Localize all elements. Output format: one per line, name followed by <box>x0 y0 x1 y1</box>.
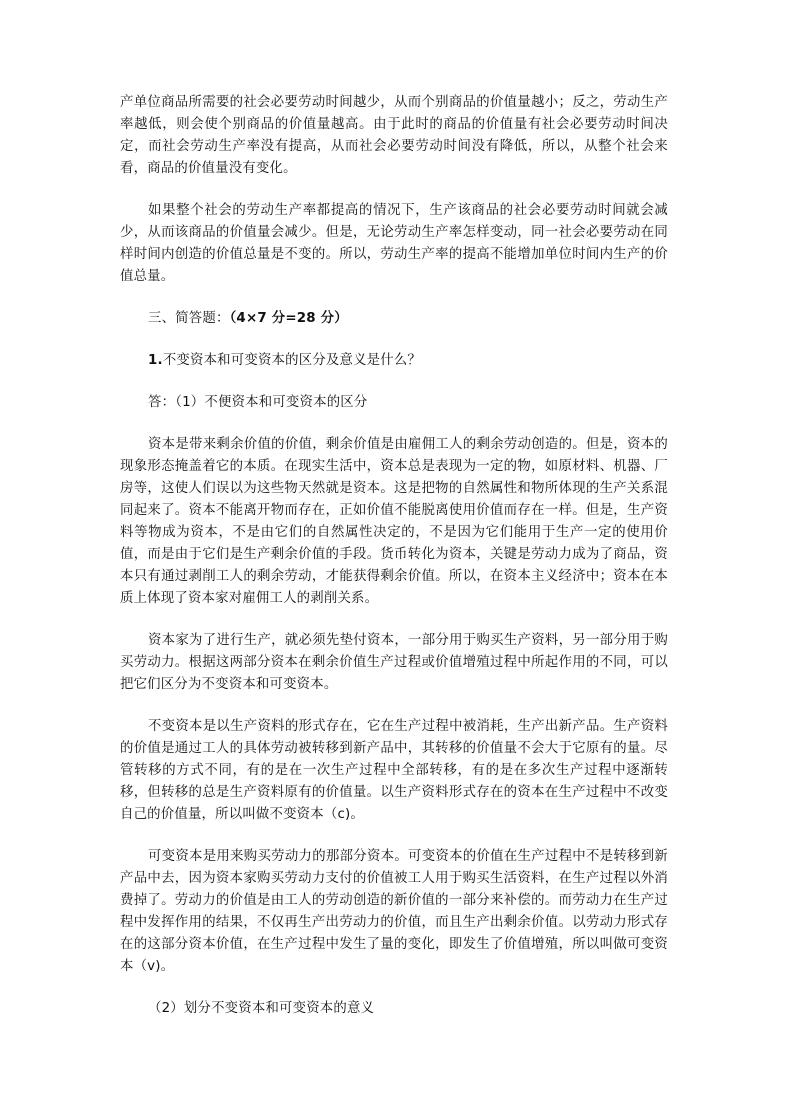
question-1 <box>120 350 668 372</box>
paragraph-productivity: 如果整个社会的劳动生产率都提高的情况下，生产该商品的社会必要劳动时间就会减少，从而该商品的价值量会减少。但是，无论劳动生产率怎样变动，同一社会必要劳动在同样时间内创造的价值总量是不变的。所以，劳动生产率的提高不能增加单位时间内生产的价值总量。 <box>120 203 668 284</box>
answer-paragraph-variable-capital: 可变资本是用来购买劳动力的那部分资本。可变资本的价值在生产过程中不是转移到新产品中去，因为资本家购买劳动力支付的价值被工人用于购买生活资料，在生产过程以外消费掉了。劳动力的价值是由工人的劳动创造的新价值的一部分来补偿的。而劳动力在生产过程中发挥作用的结果，不仅再生产出劳动力的价值，而且生产出剩余价值。以劳动力形式存在的这部分资本价值，在生产过程中发生了量的变化，即发生了价值增殖，所以叫做可变资本（v)。 <box>120 849 668 974</box>
answer-paragraph-constant-capital: 不变资本是以生产资料的形式存在，它在生产过程中被消耗，生产出新产品。生产资料的价值是通过工人的具体劳动被转移到新产品中，其转移的价值量不会大于它原有的量。尽管转移的方式不同，有的是在一次生产过程中全部转移，有的是在多次生产过程中逐渐转移，但转移的总是生产资料原有的价值量。以生产资料形式存在的资本在生产过程中不改变自己的价值量，所以叫做不变资本（c)。 <box>120 719 668 822</box>
question-text: 不变资本和可变资本的区分及意义是什么？ <box>162 353 422 368</box>
paragraph-continuation: 产单位商品所需要的社会必要劳动时间越少，从而个别商品的价值量越小；反之，劳动生产率越低，则会使个别商品的价值量越高。由于此时的商品的价值量有社会必要劳动时间决定，而社会劳动生产率没有提高，从而社会必要劳动时间没有降低，所以，从整个社会来看，商品的价值量没有变化。 <box>120 95 668 176</box>
answer-paragraph-capital-division: 资本家为了进行生产，就必须先垫付资本，一部分用于购买生产资料，另一部分用于购买劳动力。根据这两部分资本在剩余价值生产过程或价值增殖过程中所起作用的不同，可以把它们区分为不变资本和可变资本。 <box>120 633 668 692</box>
section-heading-title: 三、简答题： <box>148 311 230 326</box>
section-heading-score: （4×7 分=28 分） <box>229 311 348 326</box>
answer-subheading-1: （1）不便资本和可变资本的区分 <box>175 395 368 410</box>
answer-subheading-2: （2）划分不变资本和可变资本的意义 <box>148 1001 375 1016</box>
answer-intro <box>120 392 668 414</box>
answer-label: 答： <box>148 395 176 410</box>
question-number: 1. <box>148 353 163 368</box>
answer-paragraph-capital-nature: 资本是带来剩余价值的价值，剩余价值是由雇佣工人的剩余劳动创造的。但是，资本的现象形态掩盖着它的本质。在现实生活中，资本总是表现为一定的物，如原材料、机器、厂房等，这使人们误以为这些物天然就是资本。这是把物的自然属性和物所体现的生产关系混同起来了。资本不能离开物而存在，正如价值不能脱离使用价值而存在一样。但是，生产资料等物成为资本，不是由它们的自然属性决定的，不是因为它们能用于生产一定的使用价值，而是由于它们是生产剩余价值的手段。货币转化为资本，关键是劳动力成为了商品，资本只有通过剥削工人的剩余劳动，才能获得剩余价值。所以，在资本主义经济中；资本在本质上体现了资本家对雇佣工人的剥削关系。 <box>120 437 668 606</box>
document-page <box>120 92 668 1040</box>
section-heading <box>120 308 668 330</box>
